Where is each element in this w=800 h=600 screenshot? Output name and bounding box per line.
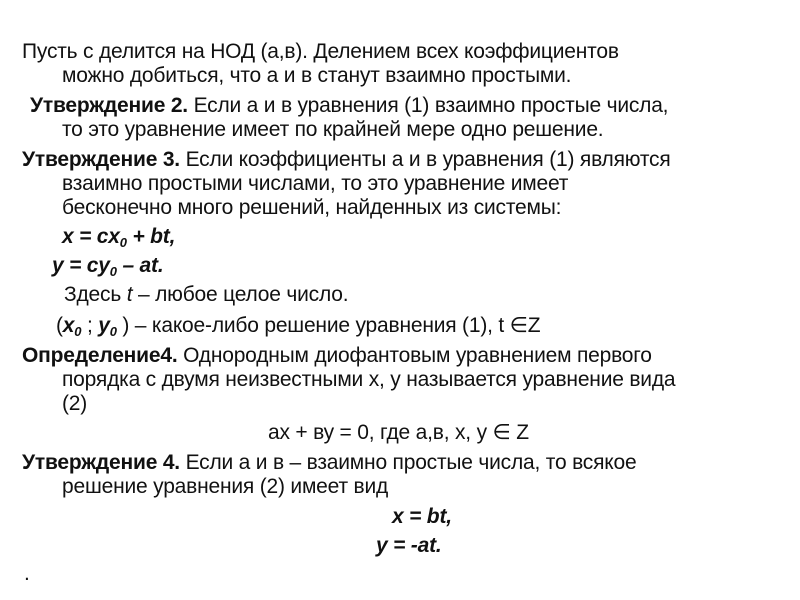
paragraph-text: (2): [62, 392, 88, 415]
definition-4-label: Определение4.: [22, 344, 178, 367]
formula-x-bt: x = bt,: [392, 505, 452, 528]
text-line-4: [62, 118, 603, 142]
definition-4-line: [22, 344, 652, 368]
statement-3-label: Утверждение 3.: [22, 148, 180, 171]
statement-4-label: Утверждение 4.: [22, 451, 180, 474]
text-line-17: [62, 475, 388, 499]
text-line-solution: ($x_0$ ; $y_0$ ) – какое-либо решение уравнения (1), t ∈Z: [56, 314, 541, 339]
text-line-13: [62, 368, 675, 392]
text-line-7: [62, 196, 561, 220]
paragraph-text: решение уравнения (2) имеет вид: [62, 475, 389, 498]
text-line-here: Здесь t – любое целое число.: [64, 283, 349, 306]
statement-3-line: [22, 148, 671, 172]
text-line-6: [62, 172, 568, 196]
formula-y-at: y = -at.: [376, 534, 442, 557]
statement-2-line: [30, 94, 668, 118]
text-line-14: [62, 392, 87, 416]
paragraph-text: то это уравнение имеет по крайней мере одно решение.: [62, 118, 604, 141]
paragraph-text: бесконечно много решений, найденных из системы:: [62, 196, 562, 219]
text-line-1: [22, 40, 619, 64]
paragraph-text: Однородным диофантовым уравнением первого: [177, 344, 652, 367]
paragraph-text: Пусть с делится на НОД (а,в). Делением всех коэффициентов: [22, 40, 619, 63]
paragraph-text: можно добиться, что а и в станут взаимно простыми.: [62, 64, 572, 87]
formula-x: $x = cx_0$ + bt,: [62, 225, 176, 250]
paragraph-text: Если а и в – взаимно простые числа, то всякое: [179, 451, 637, 474]
equation-text: ах + ву = 0, где а,в, x, y ∈ Z: [268, 421, 529, 444]
statement-4-line: [22, 451, 636, 475]
equation-line: [268, 421, 529, 445]
statement-2-label: Утверждение 2.: [30, 94, 188, 117]
paragraph-text: порядка с двумя неизвестными x, y называется уравнение вида: [62, 368, 676, 391]
text-line-2: [62, 64, 571, 88]
paragraph-text: взаимно простыми числами, то это уравнение имеет: [62, 172, 569, 195]
paragraph-text: Если а и в уравнения (1) взаимно простые числа,: [187, 94, 669, 117]
paragraph-text: Если коэффициенты а и в уравнения (1) являются: [179, 148, 671, 171]
trailing-dot: .: [24, 562, 30, 585]
formula-y: $y = cy_0$ – at.: [52, 254, 164, 279]
